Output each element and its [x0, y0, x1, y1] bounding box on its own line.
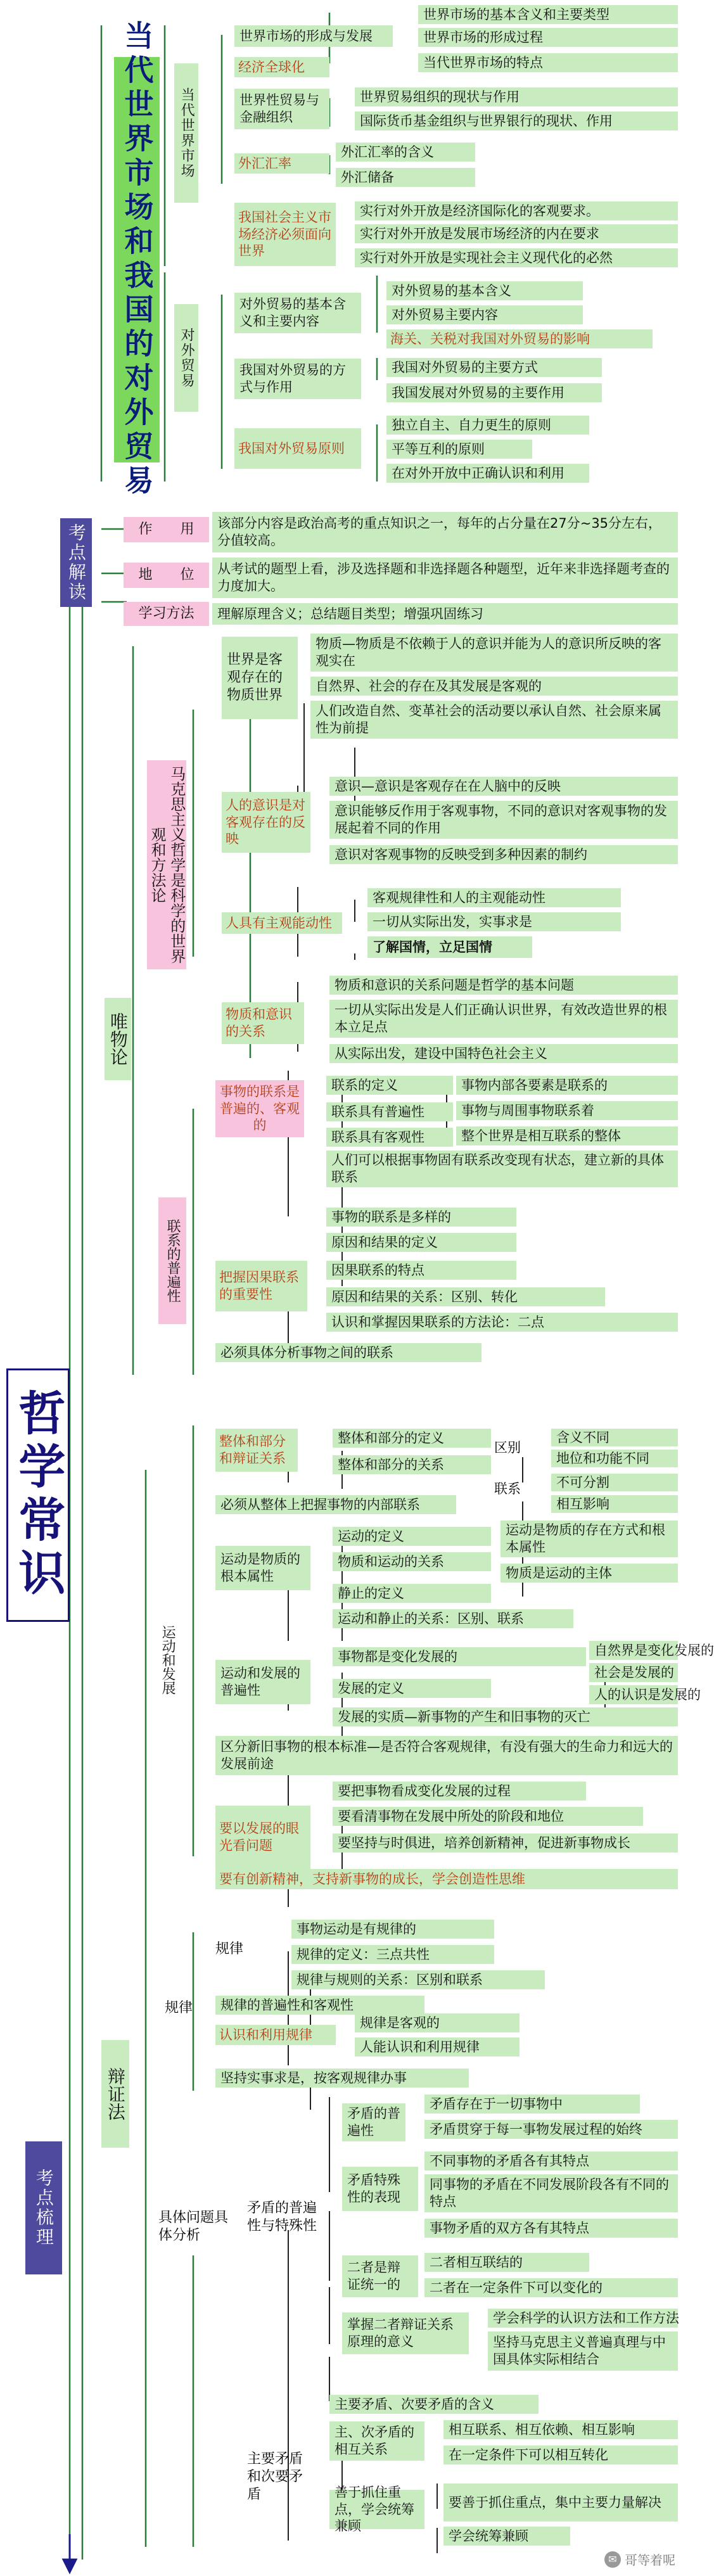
label-method: 学习方法 — [124, 602, 209, 626]
leaf-major-sub-1: 相互联系、相互依赖、相互影响 — [443, 2420, 678, 2439]
leaf-rule-1: 事物运动是有规律的 — [291, 1920, 494, 1939]
node-contradiction: 矛盾的普遍性与特殊性 — [247, 2200, 317, 2234]
branch-law: 规律 — [165, 1999, 193, 2016]
leaf-fx-2: 外汇储备 — [336, 168, 475, 187]
node-trade-principles: 我国对外贸易原则 — [234, 428, 361, 469]
leaf-master-1: 学会科学的认识方法和工作方法 — [488, 2309, 678, 2328]
leaf-rule-2: 规律的定义：三点共性 — [291, 1945, 494, 1964]
leaf-consciousness-2: 意识能够反作用于客观事物，不同的意识对客观事物的发展起着不同的作用 — [329, 801, 678, 839]
leaf-focus-sub-1: 要善于抓住重点，集中主要力量解决 — [443, 2484, 678, 2522]
node-law-universal: 规律的普遍性和客观性 — [215, 1996, 424, 2015]
leaf-link-sub-1: 事物内部各要素是联系的 — [456, 1076, 678, 1095]
node-world-market-formation: 世界市场的形成与发展 — [234, 25, 393, 47]
leaf-link-4: 人们可以根据事物固有联系改变现有状态，建立新的具体联系 — [326, 1151, 678, 1187]
leaf-universal-2: 矛盾贯穿于每一事物发展过程的始终 — [424, 2120, 678, 2139]
leaf-dev-sub-3: 人的认识是发展的 — [589, 1685, 678, 1704]
leaf-relation-2: 一切从实际出发是人们正确认识世界，有效改造世界的根本立足点 — [329, 1000, 678, 1038]
category-contemporary-world-market: 当代世界市场 — [174, 63, 198, 203]
leaf-unity-1: 二者相互联结的 — [424, 2253, 589, 2272]
watermark-text: 哥等着呢 — [625, 2553, 675, 2568]
leaf-whole-2: 整体和部分的关系 — [333, 1455, 491, 1474]
node-whole-part: 整体和部分和辩证关系 — [215, 1429, 298, 1472]
side-tab-interpretation: 考点解读 — [60, 518, 92, 607]
leaf-link-3: 联系具有客观性 — [326, 1128, 453, 1147]
leaf-consciousness-3: 意识对客观事物的反映受到多种因素的制约 — [329, 845, 678, 864]
leaf-special-3: 事物矛盾的双方各有其特点 — [424, 2219, 678, 2238]
leaf-link-2: 联系具有普遍性 — [326, 1102, 453, 1121]
node-seek-truth: 坚持实事求是，按客观规律办事 — [215, 2069, 469, 2088]
leaf-rule-3: 规律与规则的关系：区别和联系 — [291, 1970, 545, 1989]
node-innovation: 要有创新精神，支持新事物的成长，学会创造性思维 — [215, 1869, 678, 1889]
branch-dialectics: 辩证法 — [101, 2040, 129, 2148]
leaf-dev-3: 发展的实质—新事物的产生和旧事物的灭亡 — [333, 1707, 678, 1726]
node-trade-finance-orgs: 世界性贸易与金融组织 — [234, 89, 329, 129]
leaf-dev-2: 发展的定义 — [333, 1679, 491, 1698]
text-role: 该部分内容是政治高考的重点知识之一，每年的占分量在27分~35分左右，分值较高。 — [212, 512, 678, 552]
leaf-universal-1: 矛盾存在于一切事物中 — [424, 2095, 640, 2114]
leaf-trade-finance-2: 国际货币基金组织与世界银行的现状、作用 — [355, 112, 678, 131]
leaf-principle-2: 平等互利的原则 — [386, 440, 532, 459]
leaf-whole-diff-2: 地位和功能不同 — [551, 1450, 678, 1467]
leaf-trade-method-2: 我国发展对外贸易的主要作用 — [386, 383, 602, 402]
label-status: 地 位 — [124, 563, 209, 588]
node-economic-globalization: 经济全球化 — [234, 57, 329, 77]
leaf-open-3: 实行对外开放是实现社会主义现代化的必然 — [355, 248, 678, 267]
node-matter-consciousness: 物质和意识的关系 — [222, 1002, 304, 1044]
leaf-initiative-3: 了解国情，立足国情 — [367, 936, 532, 958]
node-trade-method: 我国对外贸易的方式与作用 — [234, 359, 361, 399]
node-master-principle: 掌握二者辩证关系原理的意义 — [342, 2312, 469, 2354]
node-development-universal: 运动和发展的普遍性 — [215, 1660, 310, 1704]
node-contradiction-special: 矛盾特殊性的表现 — [342, 2167, 418, 2211]
category-foreign-trade: 对外贸易 — [174, 304, 198, 412]
leaf-dev-1: 事物都是变化发展的 — [333, 1647, 586, 1666]
leaf-cause-5: 认识和掌握因果联系的方法论：二点 — [326, 1313, 678, 1332]
leaf-major-1: 主要矛盾、次要矛盾的含义 — [329, 2395, 539, 2414]
leaf-major-3: 善于抓住重点，学会统筹兼顾 — [329, 2490, 424, 2529]
leaf-cause-4: 原因和结果的关系：区别、转化 — [326, 1287, 605, 1306]
leaf-special-2: 同事物的矛盾在不同发展阶段各有不同的特点 — [424, 2174, 678, 2212]
leaf-consciousness-1: 意识—意识是客观存在在人脑中的反映 — [329, 777, 678, 796]
side-tab-outline: 考点梳理 — [25, 2141, 62, 2274]
node-contradiction-universal: 矛盾的普遍性 — [342, 2103, 405, 2141]
leaf-material-world-3: 人们改造自然、变革社会的活动要以承认自然、社会原来属性为前提 — [310, 701, 678, 739]
leaf-motion-3: 静止的定义 — [333, 1584, 491, 1603]
node-dialectical-unity: 二者是辩证统一的 — [342, 2255, 418, 2297]
leaf-cause-1: 事物的联系是多样的 — [326, 1208, 516, 1227]
leaf-material-world-2: 自然界、社会的存在及其发展是客观的 — [310, 677, 678, 696]
node-foreign-trade-basic: 对外贸易的基本含义和主要内容 — [234, 293, 361, 333]
leaf-whole-diff: 区别 — [494, 1439, 521, 1455]
node-material-world: 世界是客观存在的物质世界 — [222, 637, 298, 719]
leaf-principle-1: 独立自主、自力更生的原则 — [386, 416, 589, 435]
leaf-whole-rel: 联系 — [494, 1481, 521, 1496]
node-use-law: 认识和利用规律 — [215, 2025, 336, 2045]
leaf-whole-3: 必须从整体上把握事物的内部联系 — [215, 1495, 456, 1514]
leaf-major-sub-2: 在一定条件下可以相互转化 — [443, 2445, 678, 2464]
leaf-whole-diff-1: 含义不同 — [551, 1429, 678, 1446]
leaf-relation-3: 从实际出发，建设中国特色社会主义 — [329, 1044, 678, 1063]
node-rule: 规律 — [215, 1941, 244, 1957]
leaf-major-2: 主、次矛盾的相互关系 — [329, 2421, 424, 2461]
branch-materialism: 唯物论 — [105, 998, 131, 1080]
leaf-relation-1: 物质和意识的关系问题是哲学的基本问题 — [329, 976, 678, 995]
leaf-dev-sub-1: 自然界是变化发展的 — [589, 1641, 678, 1660]
leaf-motion-2: 物质和运动的关系 — [333, 1552, 491, 1571]
branch-universal-connection: 联系的普遍性 — [158, 1197, 186, 1324]
leaf-whole-rel-2: 相互影响 — [551, 1495, 678, 1513]
leaf-open-2: 实行对外开放是发展市场经济的内在要求 — [355, 224, 678, 243]
node-marxist-philosophy: 马克思主义哲学是科学的世界观和方法论 — [147, 760, 186, 969]
leaf-special-1: 不同事物的矛盾各有其特点 — [424, 2152, 678, 2171]
leaf-dev-sub-2: 社会是发展的 — [589, 1663, 678, 1682]
branch-concrete-analysis: 具体问题具体分析 — [158, 2205, 228, 2249]
leaf-link-1: 联系的定义 — [326, 1076, 453, 1095]
leaf-view-2: 要看清事物在发展中所处的阶段和地位 — [333, 1807, 643, 1826]
section-title-world-market-trade: 当代世界市场和我国的对外贸易 — [114, 57, 160, 462]
leaf-world-market-2: 世界市场的形成过程 — [418, 28, 678, 47]
leaf-open-1: 实行对外开放是经济国际化的客观要求。 — [355, 201, 678, 220]
leaf-material-world-1: 物质—物质是不依赖于人的意识并能为人的意识所反映的客观实在 — [310, 634, 678, 672]
node-major-minor: 主要矛盾和次要矛盾 — [247, 2451, 303, 2503]
leaf-link-sub-2: 事物与周围事物联系着 — [456, 1101, 678, 1120]
leaf-fx-1: 外汇汇率的含义 — [336, 143, 475, 162]
leaf-master-2: 坚持马克思主义普遍真理与中国具体实际相结合 — [488, 2331, 678, 2371]
leaf-ft-basic-1: 对外贸易的基本含义 — [386, 281, 583, 300]
node-development-view: 要以发展的眼光看问题 — [215, 1806, 310, 1869]
leaf-ft-basic-2: 对外贸易主要内容 — [386, 305, 583, 324]
leaf-world-market-3: 当代世界市场的特点 — [418, 53, 678, 72]
leaf-cause-3: 因果联系的特点 — [326, 1261, 516, 1280]
node-new-old-standard: 区分新旧事物的根本标准—是否符合客观规律，有没有强大的生命力和远大的发展前途 — [215, 1736, 678, 1775]
node-socialism-open-world: 我国社会主义市场经济必须面向世界 — [234, 203, 336, 266]
node-consciousness: 人的意识是对客观存在的反映 — [222, 792, 310, 853]
leaf-link-sub-3: 整个世界是相互联系的整体 — [456, 1126, 678, 1145]
leaf-ft-basic-3: 海关、关税对我国对外贸易的影响 — [386, 329, 653, 348]
leaf-whole-rel-1: 不可分割 — [551, 1474, 678, 1491]
text-method: 理解原理含义；总结题目类型；增强巩固练习 — [212, 603, 678, 625]
node-universal-link: 事物的联系是普遍的、客观的 — [215, 1080, 304, 1137]
leaf-motion-sub-1: 运动是物质的存在方式和根本属性 — [500, 1521, 678, 1557]
leaf-motion-sub-2: 物质是运动的主体 — [500, 1564, 678, 1583]
leaf-use-law-2: 人能认识和利用规律 — [355, 2037, 520, 2056]
leaf-cause-2: 原因和结果的定义 — [326, 1233, 516, 1252]
leaf-motion-4: 运动和静止的关系：区别、联系 — [333, 1609, 573, 1628]
big-title-philosophy: 哲学常识 — [6, 1368, 70, 1622]
leaf-focus-sub-2: 学会统筹兼顾 — [443, 2527, 570, 2546]
leaf-initiative-2: 一切从实际出发，实事求是 — [367, 912, 621, 931]
leaf-unity-2: 二者在一定条件下可以变化的 — [424, 2278, 678, 2297]
leaf-use-law-1: 规律是客观的 — [355, 2013, 520, 2032]
node-motion-attr: 运动是物质的根本属性 — [215, 1546, 310, 1590]
leaf-world-market-1: 世界市场的基本含义和主要类型 — [418, 5, 678, 24]
leaf-initiative-1: 客观规律性和人的主观能动性 — [367, 888, 621, 907]
leaf-trade-method-1: 我国对外贸易的主要方式 — [386, 358, 602, 377]
label-role: 作 用 — [124, 517, 209, 542]
watermark — [604, 2550, 675, 2568]
leaf-trade-finance-1: 世界贸易组织的现状与作用 — [355, 87, 678, 106]
node-concrete-analysis: 必须具体分析事物之间的联系 — [215, 1343, 481, 1362]
leaf-motion-1: 运动的定义 — [333, 1527, 491, 1546]
leaf-view-1: 要把事物看成变化发展的过程 — [333, 1782, 586, 1801]
text-status: 从考试的题型上看，涉及选择题和非选择题各种题型，近年来非选择题考查的力度加大。 — [212, 558, 678, 598]
leaf-principle-3: 在对外开放中正确认识和利用 — [386, 464, 589, 483]
branch-motion-development: 运动和发展 — [160, 1625, 176, 1695]
chat-bubble-icon: ✉ — [604, 2551, 621, 2568]
node-initiative: 人具有主观能动性 — [222, 912, 342, 934]
leaf-view-3: 要坚持与时俱进，培养创新精神，促进新事物成长 — [333, 1833, 678, 1852]
node-causal-link: 把握因果联系的重要性 — [215, 1261, 307, 1311]
node-fx-rate: 外汇汇率 — [234, 153, 329, 174]
leaf-whole-1: 整体和部分的定义 — [333, 1429, 491, 1448]
